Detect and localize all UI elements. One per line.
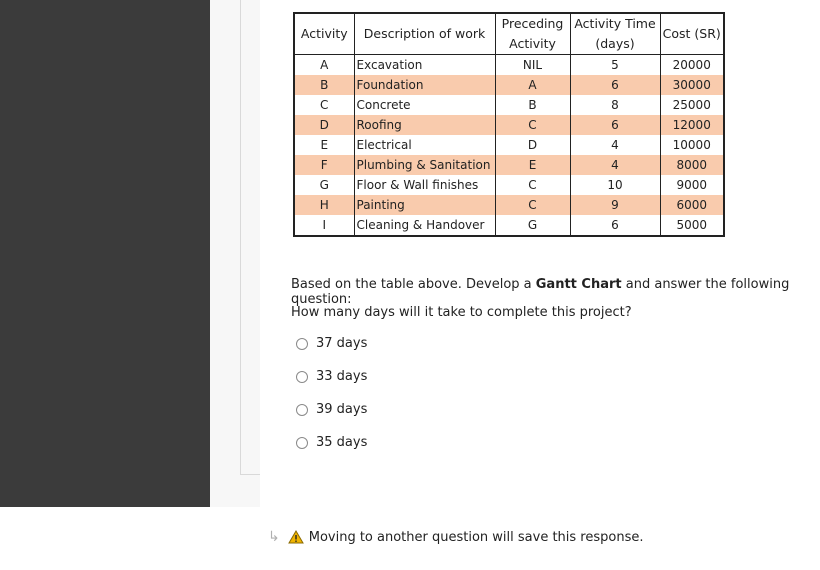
cell-preceding: NIL [495, 55, 570, 76]
cell-cost: 20000 [660, 55, 724, 76]
cell-cost: 30000 [660, 75, 724, 95]
cell-time: 5 [570, 55, 660, 76]
header-time-line2: (days) [595, 36, 635, 51]
answer-option-2[interactable] [296, 369, 367, 384]
question-intro [291, 277, 820, 307]
cell-time: 10 [570, 175, 660, 195]
question-intro-prefix: Based on the table above. Develop a [291, 277, 536, 292]
cell-preceding: D [495, 135, 570, 155]
cell-description: Concrete [354, 95, 495, 115]
cell-activity: C [294, 95, 354, 115]
cell-activity: B [294, 75, 354, 95]
cell-time: 6 [570, 215, 660, 236]
table-row [294, 75, 724, 95]
cell-cost: 6000 [660, 195, 724, 215]
cell-description: Painting [354, 195, 495, 215]
cell-description: Foundation [354, 75, 495, 95]
table-row [294, 215, 724, 236]
cell-preceding: B [495, 95, 570, 115]
cell-description: Electrical [354, 135, 495, 155]
table-row [294, 55, 724, 76]
gutter-divider [240, 0, 241, 474]
cell-time: 6 [570, 75, 660, 95]
cell-description: Cleaning & Handover [354, 215, 495, 236]
header-preceding-line1: Preceding [501, 16, 564, 31]
answer-option-3[interactable] [296, 402, 367, 417]
cell-cost: 5000 [660, 215, 724, 236]
question-intro-suffix: and answer the following question: [291, 277, 790, 307]
answer-option-4[interactable] [296, 435, 367, 450]
radio-button[interactable] [296, 371, 308, 383]
header-preceding-line2: Activity [509, 36, 556, 51]
table-row [294, 135, 724, 155]
question-prompt: How many days will it take to complete this project? [291, 305, 632, 320]
question-gutter [210, 0, 260, 507]
question-intro-bold: Gantt Chart [535, 277, 622, 292]
gutter-divider-foot [240, 474, 260, 475]
answer-option-1[interactable] [296, 336, 367, 351]
cell-time: 4 [570, 155, 660, 175]
cell-activity: F [294, 155, 354, 175]
table-row [294, 195, 724, 215]
table-row [294, 95, 724, 115]
cell-description: Plumbing & Sanitation [354, 155, 495, 175]
cell-time: 4 [570, 135, 660, 155]
answer-option-label: 39 days [316, 402, 368, 417]
cell-description: Floor & Wall finishes [354, 175, 495, 195]
save-warning [268, 529, 643, 545]
cell-time: 6 [570, 115, 660, 135]
cell-activity: G [294, 175, 354, 195]
header-preceding [495, 13, 570, 55]
left-dark-panel [0, 0, 210, 507]
cell-activity: H [294, 195, 354, 215]
cell-time: 8 [570, 95, 660, 115]
cell-description: Excavation [354, 55, 495, 76]
header-description: Description of work [354, 13, 495, 55]
cell-cost: 9000 [660, 175, 724, 195]
cell-activity: D [294, 115, 354, 135]
answer-option-label: 35 days [316, 435, 368, 450]
cell-activity: I [294, 215, 354, 236]
header-time [570, 13, 660, 55]
header-activity: Activity [294, 13, 354, 55]
activity-table [293, 12, 725, 237]
table-row [294, 155, 724, 175]
save-warning-text: Moving to another question will save this response. [308, 529, 644, 545]
radio-button[interactable] [296, 437, 308, 449]
table-row [294, 175, 724, 195]
cell-cost: 10000 [660, 135, 724, 155]
answer-option-label: 33 days [316, 369, 368, 384]
cell-cost: 12000 [660, 115, 724, 135]
cell-activity: E [294, 135, 354, 155]
cell-description: Roofing [354, 115, 495, 135]
cell-preceding: C [495, 175, 570, 195]
cell-time: 9 [570, 195, 660, 215]
header-cost: Cost (SR) [660, 13, 724, 55]
cell-cost: 8000 [660, 155, 724, 175]
cell-preceding: G [495, 215, 570, 236]
cell-preceding: C [495, 195, 570, 215]
cell-cost: 25000 [660, 95, 724, 115]
answer-option-label: 37 days [316, 336, 368, 351]
arrow-return-icon: ↳ [268, 529, 280, 545]
radio-button[interactable] [296, 404, 308, 416]
cell-preceding: E [495, 155, 570, 175]
radio-button[interactable] [296, 338, 308, 350]
table-row [294, 115, 724, 135]
cell-activity: A [294, 55, 354, 76]
cell-preceding: C [495, 115, 570, 135]
warning-icon [288, 530, 304, 544]
table-header-row [294, 13, 724, 55]
cell-preceding: A [495, 75, 570, 95]
activity-table-image [293, 12, 725, 237]
header-time-line1: Activity Time [574, 16, 656, 31]
